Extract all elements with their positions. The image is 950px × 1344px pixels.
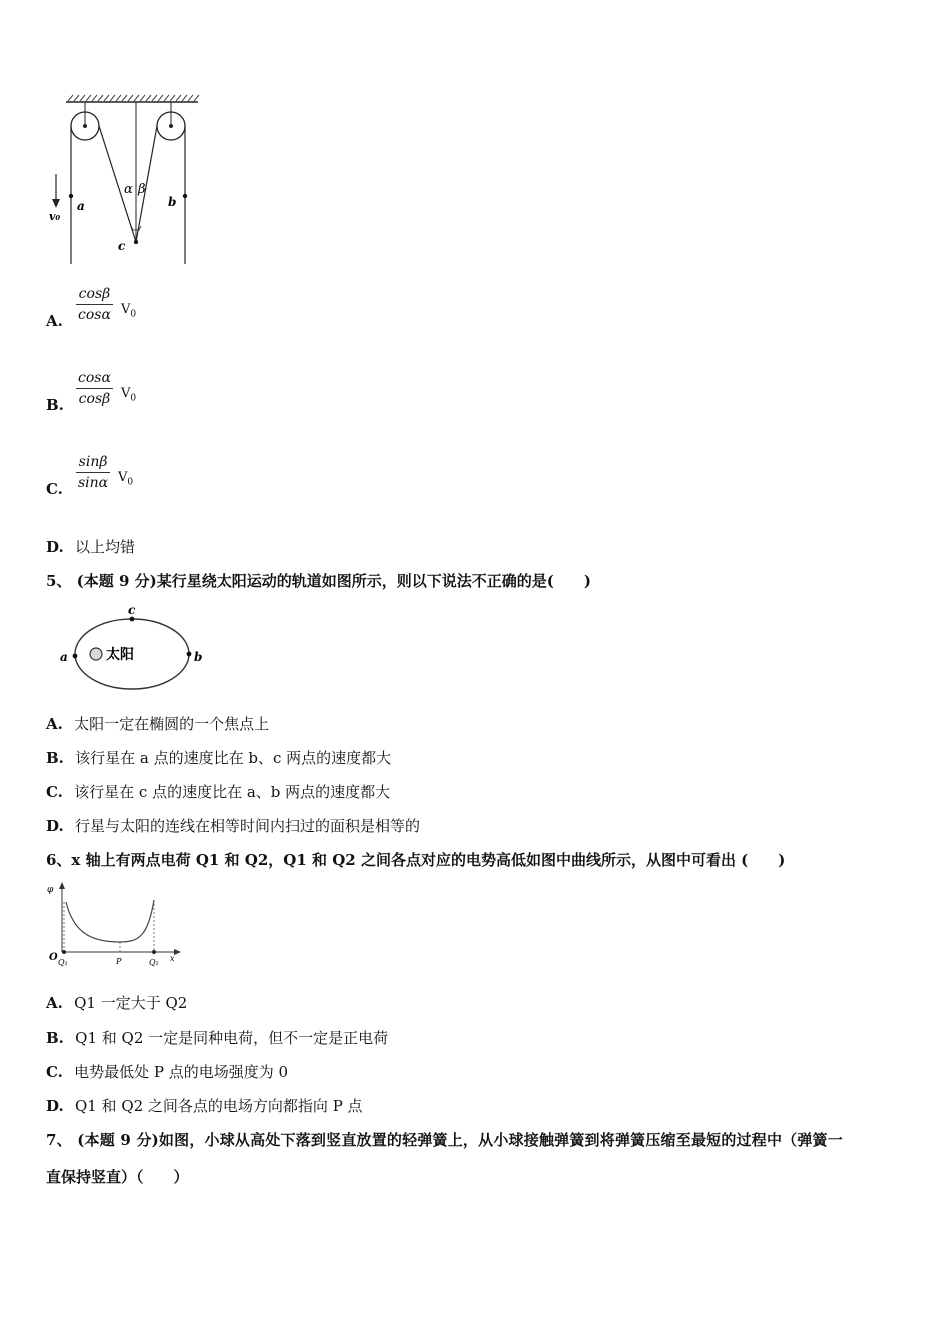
option-text: 该行星在 c 点的速度比在 a、b 两点的速度都大 xyxy=(74,783,391,801)
q7-stem-line-1: 7、 (本题 9 分)如图，小球从高处下落到竖直放置的轻弹簧上，从小球接触弹簧到将弹簧压缩至最短的过程中（弹簧一 xyxy=(46,1131,843,1149)
potential-graph xyxy=(44,880,194,970)
option-text: Q1 一定大于 Q2 xyxy=(74,994,188,1012)
option-letter: B. xyxy=(46,1029,64,1047)
velocity-symbol: $V_0$ xyxy=(118,470,134,488)
orbit-figure xyxy=(54,600,214,695)
v0-label: v₀ xyxy=(49,210,61,223)
q2-label: Q₂ xyxy=(149,958,159,967)
fraction xyxy=(76,370,113,407)
point-b-label: b xyxy=(168,195,177,209)
origin-label: O xyxy=(49,952,58,963)
denominator: sinα xyxy=(78,475,109,491)
q7-stem-line-2: 直保持竖直）（ ） xyxy=(46,1168,189,1186)
option-letter: A. xyxy=(46,312,63,330)
option-text: 电势最低处 P 点的电场强度为 0 xyxy=(74,1063,289,1081)
option-letter: D. xyxy=(46,538,64,556)
option-letter: D. xyxy=(46,1097,64,1115)
q5-option-c[interactable] xyxy=(46,782,390,802)
q5-option-d[interactable] xyxy=(46,816,420,836)
velocity-symbol: $V_0$ xyxy=(121,386,137,404)
q5-stem: 5、 (本题 9 分)某行星绕太阳运动的轨道如图所示，则以下说法不正确的是( ) xyxy=(46,572,591,590)
option-text: 行星与太阳的连线在相等时间内扫过的面积是相等的 xyxy=(74,817,420,835)
orbit-point-b: b xyxy=(194,650,203,664)
p-label: P xyxy=(116,957,122,966)
fraction xyxy=(76,454,110,491)
option-text: 该行星在 a 点的速度比在 b、c 两点的速度都大 xyxy=(75,749,392,767)
q1-label: Q₁ xyxy=(58,958,68,967)
option-text: Q1 和 Q2 一定是同种电荷，但不一定是正电荷 xyxy=(75,1029,389,1047)
option-letter: D. xyxy=(46,817,64,835)
denominator: cosα xyxy=(78,307,111,323)
denominator: cosβ xyxy=(78,391,111,407)
option-letter: B. xyxy=(46,749,64,767)
option-letter: C. xyxy=(46,783,63,801)
q6-option-b[interactable] xyxy=(46,1028,388,1048)
option-letter: B. xyxy=(46,396,64,414)
phi-axis-label: φ xyxy=(47,885,54,895)
fraction xyxy=(76,286,113,323)
pulley-figure xyxy=(40,92,210,272)
option-text: Q1 和 Q2 之间各点的电场方向都指向 P 点 xyxy=(74,1097,363,1115)
point-a-label: a xyxy=(77,199,85,213)
q6-option-c[interactable] xyxy=(46,1062,288,1082)
sun-icon xyxy=(90,648,102,660)
q4-option-d[interactable] xyxy=(46,537,135,557)
q6-option-a[interactable] xyxy=(46,993,187,1013)
option-letter: C. xyxy=(46,1063,63,1081)
point-c-label: c xyxy=(118,239,126,253)
x-axis-label: x xyxy=(170,954,175,963)
numerator: sinβ xyxy=(78,454,108,470)
option-letter: A. xyxy=(46,994,63,1012)
q6-option-d[interactable] xyxy=(46,1096,363,1116)
alpha-label: α xyxy=(124,182,133,197)
option-text: 太阳一定在椭圆的一个焦点上 xyxy=(74,715,270,733)
q5-option-a[interactable] xyxy=(46,714,269,734)
orbit-point-c: c xyxy=(128,603,136,617)
numerator: cosβ xyxy=(78,286,111,302)
option-letter: A. xyxy=(46,715,63,733)
velocity-symbol: $V_0$ xyxy=(121,302,137,320)
q6-stem: 6、x 轴上有两点电荷 Q1 和 Q2，Q1 和 Q2 之间各点对应的电势高低如图中曲线所示，从图中可看出 ( ) xyxy=(46,851,786,869)
q5-option-b[interactable] xyxy=(46,748,391,768)
option-letter: C. xyxy=(46,480,63,498)
sun-label: 太阳 xyxy=(106,647,134,663)
beta-label: β xyxy=(138,182,146,197)
option-text: 以上均错 xyxy=(74,538,135,556)
numerator: cosα xyxy=(78,370,111,386)
orbit-point-a: a xyxy=(60,650,68,664)
